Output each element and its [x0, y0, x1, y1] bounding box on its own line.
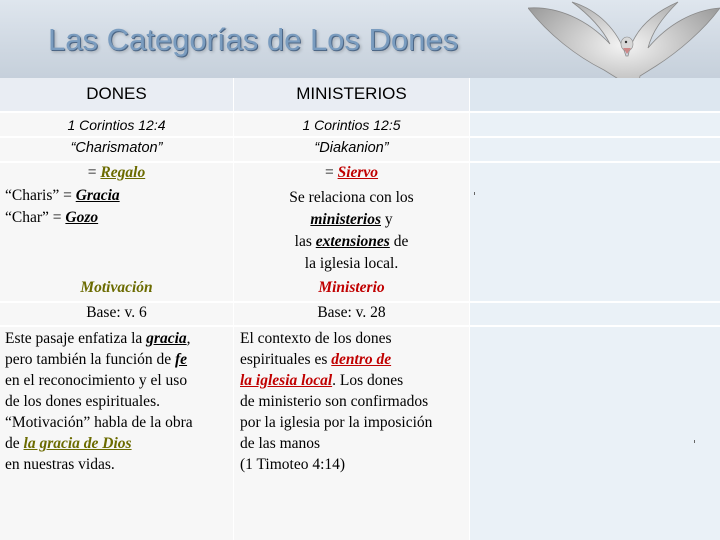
- word-gracia: Gracia: [75, 187, 120, 204]
- word-gracia-de-dios: la gracia de Dios: [23, 435, 132, 452]
- word-fe: fe: [175, 351, 188, 368]
- word-extensiones: extensiones: [315, 233, 390, 250]
- stray-mark: [474, 192, 475, 195]
- meaning-regalo: [0, 164, 233, 182]
- ministerios-line-2: ministerios y: [310, 211, 393, 228]
- ministerios-line-3: las extensiones de: [294, 233, 409, 250]
- meaning-siervo: = Siervo: [324, 164, 379, 181]
- word-regalo: Regalo: [100, 164, 146, 181]
- row-divider: [0, 136, 720, 138]
- word-ministerios: ministerios: [310, 211, 381, 228]
- meaning-char: “Char” = Gozo: [5, 209, 99, 226]
- column-header-ministerios: MINISTERIOS: [296, 84, 407, 103]
- reference-dones: 1 Corintios 12:4: [67, 117, 166, 133]
- row-divider: [0, 301, 720, 303]
- stray-mark: [694, 440, 695, 443]
- column-empty: [470, 78, 720, 540]
- column-header-dones: DONES: [86, 84, 147, 103]
- base-ministerios: Base: v. 28: [317, 304, 386, 321]
- word-iglesia-local: la iglesia local: [240, 372, 333, 389]
- ministerios-line-4: la iglesia local.: [304, 255, 399, 272]
- slide-title: Las Categorías de Los Dones: [48, 22, 459, 57]
- row-divider: [0, 325, 720, 327]
- greek-term-ministerios: “Diakanion”: [314, 140, 389, 156]
- categories-table: DONES MINISTERIOS 1 Corintios 12:4 1 Corintios 12:5 “Charismaton” “Diakanion” = Regalo “Charis” = Gracia “Char” = Gozo = Siervo Se relaciona con los ministerios y las extensiones de la iglesia local. Motivación Ministerio Base: v. 6 Base: v. 28 Este pasaje enfatiza la gracia, pero también la función de fe en el reconocimiento y el uso de los dones espirituales. “Motivación” habla de la obra de la gracia de Dios en nuestras vidas. El contexto de los dones espirituales es dentro de la iglesia local. Los dones de ministerio son confirmados por la iglesia por la imposición de las manos (1 Timoteo 4:14): [0, 78, 720, 540]
- row-divider: [0, 111, 720, 113]
- meaning-charis: “Charis” = Gracia: [5, 187, 120, 204]
- word-gozo: Gozo: [65, 209, 99, 226]
- category-motivacion: Motivación: [80, 279, 153, 296]
- category-ministerio: Ministerio: [318, 279, 385, 296]
- word-dentro-de: dentro de: [331, 351, 392, 368]
- base-dones: Base: v. 6: [86, 304, 147, 321]
- greek-term-dones: “Charismaton”: [70, 140, 163, 156]
- reference-ministerios: 1 Corintios 12:5: [302, 117, 401, 133]
- equals-sign: =: [87, 164, 101, 181]
- slide-header: [0, 0, 720, 78]
- word-siervo: Siervo: [337, 164, 379, 181]
- word-gracia: gracia: [146, 330, 187, 347]
- row-divider: [0, 161, 720, 163]
- ministerios-line-1: Se relaciona con los: [289, 189, 414, 206]
